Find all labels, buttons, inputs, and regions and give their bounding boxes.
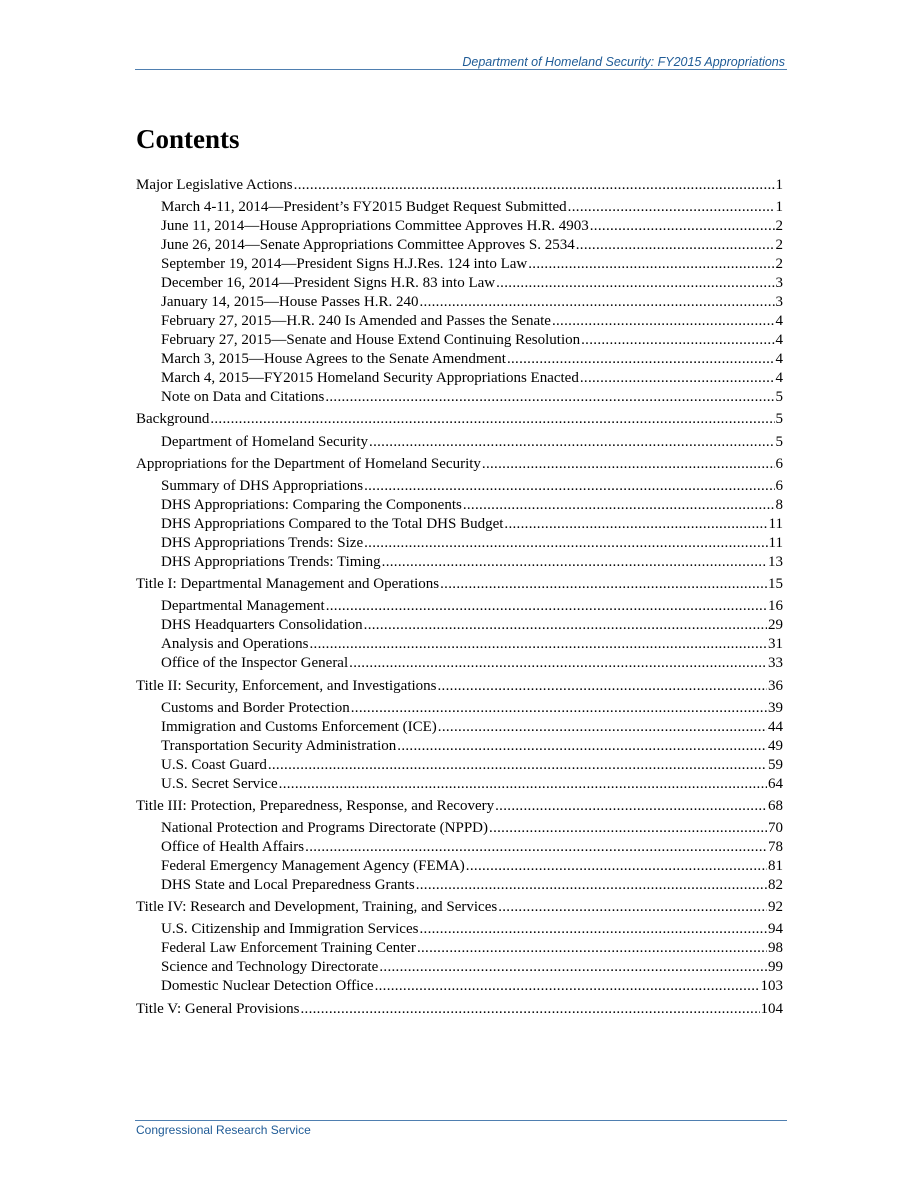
toc-dot-leader	[397, 737, 767, 756]
toc-entry-label: Department of Homeland Security	[161, 433, 369, 450]
toc-subsection-entry[interactable]	[136, 876, 783, 895]
toc-section-entry[interactable]	[136, 575, 783, 594]
toc-subsection-entry[interactable]	[136, 350, 783, 369]
toc-page-number: 98	[768, 940, 783, 957]
toc-subsection-entry[interactable]	[136, 939, 783, 958]
table-of-contents	[136, 176, 783, 1019]
toc-section-entry[interactable]	[136, 797, 783, 816]
toc-page-number: 99	[768, 959, 783, 976]
toc-subsection-entry[interactable]	[136, 958, 783, 977]
toc-dot-leader	[419, 920, 767, 939]
toc-section-entry[interactable]	[136, 455, 783, 474]
toc-page-number: 31	[768, 636, 783, 653]
toc-entry-label: DHS State and Local Preparedness Grants	[161, 877, 415, 894]
toc-dot-leader	[495, 797, 767, 816]
toc-dot-leader	[382, 553, 767, 572]
toc-entry-label: Background	[136, 411, 210, 428]
toc-dot-leader	[364, 477, 774, 496]
toc-subsection-entry[interactable]	[136, 553, 783, 572]
toc-subsection-entry[interactable]	[136, 654, 783, 673]
toc-entry-label: Office of Health Affairs	[161, 839, 305, 856]
toc-entry-label: Domestic Nuclear Detection Office	[161, 978, 374, 995]
toc-page-number: 3	[775, 294, 783, 311]
footer-rule	[135, 1120, 787, 1121]
toc-page-number: 44	[768, 718, 783, 735]
toc-dot-leader	[440, 575, 767, 594]
toc-entry-label: Major Legislative Actions	[136, 177, 293, 193]
toc-page-number: 70	[768, 820, 783, 837]
page-title: Contents	[136, 124, 240, 154]
toc-section-entry[interactable]	[136, 176, 783, 195]
toc-page-number: 5	[775, 411, 783, 428]
toc-page-number: 13	[768, 553, 783, 570]
toc-page-number: 39	[768, 699, 783, 716]
toc-dot-leader	[466, 857, 767, 876]
toc-subsection-entry[interactable]	[136, 312, 783, 331]
toc-page-number: 3	[775, 275, 783, 292]
toc-page-number: 2	[775, 218, 783, 235]
toc-dot-leader	[364, 616, 767, 635]
toc-entry-label: Federal Law Enforcement Training Center	[161, 940, 416, 957]
toc-page-number: 94	[768, 921, 783, 938]
toc-dot-leader	[364, 534, 767, 553]
toc-dot-leader	[463, 496, 775, 515]
toc-subsection-entry[interactable]	[136, 369, 783, 388]
toc-subsection-entry[interactable]	[136, 718, 783, 737]
toc-dot-leader	[590, 217, 775, 236]
toc-dot-leader	[326, 597, 767, 616]
toc-page-number: 81	[768, 858, 783, 875]
toc-subsection-entry[interactable]	[136, 775, 783, 794]
toc-page-number: 1	[775, 177, 783, 193]
toc-page-number: 78	[768, 839, 783, 856]
toc-section-entry[interactable]	[136, 410, 783, 429]
toc-page-number: 8	[775, 496, 783, 513]
header-rule	[135, 69, 787, 70]
toc-entry-label: December 16, 2014—President Signs H.R. 83 into Law	[161, 275, 496, 292]
toc-dot-leader	[210, 410, 774, 429]
toc-dot-leader	[552, 312, 775, 331]
toc-entry-label: DHS Appropriations: Comparing the Components	[161, 496, 462, 513]
toc-dot-leader	[417, 939, 767, 958]
toc-entry-label: Title II: Security, Enforcement, and Investigations	[136, 677, 437, 694]
toc-page-number: 103	[760, 978, 783, 995]
toc-entry-label: June 11, 2014—House Appropriations Committee Approves H.R. 4903	[161, 218, 589, 235]
toc-page-number: 15	[768, 576, 783, 593]
toc-dot-leader	[507, 350, 775, 369]
toc-subsection-entry[interactable]	[136, 857, 783, 876]
toc-subsection-entry[interactable]	[136, 255, 783, 274]
toc-dot-leader	[375, 977, 760, 996]
toc-entry-label: Office of the Inspector General	[161, 655, 349, 672]
toc-subsection-entry[interactable]	[136, 217, 783, 236]
toc-page-number: 5	[775, 433, 783, 450]
toc-entry-label: Analysis and Operations	[161, 636, 309, 653]
toc-page-number: 5	[775, 389, 783, 406]
toc-dot-leader	[482, 455, 775, 474]
toc-page-number: 59	[768, 756, 783, 773]
toc-entry-label: Title III: Protection, Preparedness, Response, and Recovery	[136, 797, 495, 814]
toc-subsection-entry[interactable]	[136, 236, 783, 255]
toc-page-number: 49	[768, 737, 783, 754]
toc-dot-leader	[268, 756, 767, 775]
toc-entry-label: Transportation Security Administration	[161, 737, 397, 754]
toc-subsection-entry[interactable]	[136, 616, 783, 635]
toc-page-number: 36	[768, 677, 783, 694]
toc-entry-label: February 27, 2015—H.R. 240 Is Amended and Passes the Senate	[161, 313, 551, 330]
toc-entry-label: Customs and Border Protection	[161, 699, 350, 716]
toc-entry-label: January 14, 2015—House Passes H.R. 240	[161, 294, 419, 311]
toc-entry-label: Title V: General Provisions	[136, 1000, 300, 1017]
toc-page-number: 16	[768, 598, 783, 615]
toc-page-number: 33	[768, 655, 783, 672]
toc-dot-leader	[581, 331, 774, 350]
toc-dot-leader	[325, 388, 774, 407]
toc-dot-leader	[419, 293, 774, 312]
toc-page-number: 6	[775, 455, 783, 472]
toc-dot-leader	[416, 876, 767, 895]
toc-dot-leader	[504, 515, 767, 534]
toc-entry-label: March 4-11, 2014—President’s FY2015 Budget Request Submitted	[161, 199, 567, 216]
toc-dot-leader	[489, 819, 767, 838]
toc-subsection-entry[interactable]	[136, 198, 783, 217]
toc-dot-leader	[349, 654, 767, 673]
toc-page-number: 4	[775, 351, 783, 368]
toc-dot-leader	[309, 635, 767, 654]
toc-subsection-entry[interactable]	[136, 388, 783, 407]
running-header-title: Department of Homeland Security: FY2015 Appropriations	[462, 55, 785, 69]
toc-page-number: 82	[768, 877, 783, 894]
toc-entry-label: U.S. Coast Guard	[161, 756, 267, 773]
toc-subsection-entry[interactable]	[136, 477, 783, 496]
toc-entry-label: DHS Appropriations Compared to the Total DHS Budget	[161, 515, 504, 532]
toc-page-number: 104	[760, 1000, 783, 1017]
toc-subsection-entry[interactable]	[136, 496, 783, 515]
toc-subsection-entry[interactable]	[136, 977, 783, 996]
toc-page-number: 64	[768, 775, 783, 792]
toc-dot-leader	[351, 699, 767, 718]
toc-dot-leader	[580, 369, 775, 388]
toc-entry-label: U.S. Secret Service	[161, 775, 278, 792]
toc-subsection-entry[interactable]	[136, 274, 783, 293]
toc-dot-leader	[438, 677, 768, 696]
toc-entry-label: Immigration and Customs Enforcement (ICE)	[161, 718, 437, 735]
toc-entry-label: U.S. Citizenship and Immigration Services	[161, 921, 419, 938]
toc-entry-label: Departmental Management	[161, 598, 325, 615]
toc-entry-label: National Protection and Programs Directorate (NPPD)	[161, 820, 489, 837]
toc-subsection-entry[interactable]	[136, 534, 783, 553]
toc-dot-leader	[498, 898, 767, 917]
toc-dot-leader	[576, 236, 775, 255]
toc-subsection-entry[interactable]	[136, 920, 783, 939]
toc-entry-label: DHS Appropriations Trends: Size	[161, 534, 364, 551]
toc-subsection-entry[interactable]	[136, 838, 783, 857]
toc-entry-label: Science and Technology Directorate	[161, 959, 379, 976]
toc-entry-label: March 4, 2015—FY2015 Homeland Security Appropriations Enacted	[161, 370, 579, 387]
toc-subsection-entry[interactable]	[136, 433, 783, 452]
toc-page-number: 92	[768, 899, 783, 916]
toc-subsection-entry[interactable]	[136, 597, 783, 616]
footer-text: Congressional Research Service	[136, 1123, 311, 1137]
toc-entry-label: DHS Headquarters Consolidation	[161, 617, 363, 634]
toc-dot-leader	[528, 255, 774, 274]
toc-page-number: 4	[775, 313, 783, 330]
toc-subsection-entry[interactable]	[136, 756, 783, 775]
toc-subsection-entry[interactable]	[136, 819, 783, 838]
toc-entry-label: February 27, 2015—Senate and House Extend Continuing Resolution	[161, 332, 581, 349]
toc-entry-label: September 19, 2014—President Signs H.J.Res. 124 into Law	[161, 256, 528, 273]
toc-dot-leader	[379, 958, 767, 977]
toc-entry-label: March 3, 2015—House Agrees to the Senate Amendment	[161, 351, 506, 368]
toc-dot-leader	[369, 433, 774, 452]
toc-page-number: 4	[775, 370, 783, 387]
toc-dot-leader	[438, 718, 767, 737]
toc-dot-leader	[279, 775, 767, 794]
toc-dot-leader	[496, 274, 774, 293]
toc-page-number: 29	[768, 617, 783, 634]
toc-page-number: 68	[768, 797, 783, 814]
toc-entry-label: DHS Appropriations Trends: Timing	[161, 553, 381, 570]
toc-subsection-entry[interactable]	[136, 515, 783, 534]
toc-entry-label: Title IV: Research and Development, Training, and Services	[136, 899, 498, 916]
toc-page-number: 1	[775, 199, 783, 216]
toc-page-number: 6	[775, 477, 783, 494]
toc-page-number: 4	[775, 332, 783, 349]
toc-page-number: 11	[768, 534, 783, 551]
toc-section-entry[interactable]	[136, 677, 783, 696]
toc-entry-label: Note on Data and Citations	[161, 389, 325, 406]
toc-section-entry[interactable]	[136, 1000, 783, 1019]
toc-entry-label: June 26, 2014—Senate Appropriations Committee Approves S. 2534	[161, 237, 575, 254]
toc-entry-label: Federal Emergency Management Agency (FEMA)	[161, 858, 465, 875]
toc-subsection-entry[interactable]	[136, 737, 783, 756]
toc-subsection-entry[interactable]	[136, 699, 783, 718]
toc-section-entry[interactable]	[136, 898, 783, 917]
toc-dot-leader	[305, 838, 767, 857]
toc-entry-label: Title I: Departmental Management and Operations	[136, 576, 440, 593]
toc-subsection-entry[interactable]	[136, 635, 783, 654]
toc-entry-label: Summary of DHS Appropriations	[161, 477, 364, 494]
toc-page-number: 11	[768, 515, 783, 532]
toc-dot-leader	[300, 1000, 759, 1019]
toc-subsection-entry[interactable]	[136, 293, 783, 312]
toc-entry-label: Appropriations for the Department of Homeland Security	[136, 455, 481, 472]
toc-dot-leader	[294, 176, 775, 195]
toc-page-number: 2	[775, 237, 783, 254]
toc-page-number: 2	[775, 256, 783, 273]
toc-subsection-entry[interactable]	[136, 331, 783, 350]
toc-dot-leader	[568, 198, 775, 217]
